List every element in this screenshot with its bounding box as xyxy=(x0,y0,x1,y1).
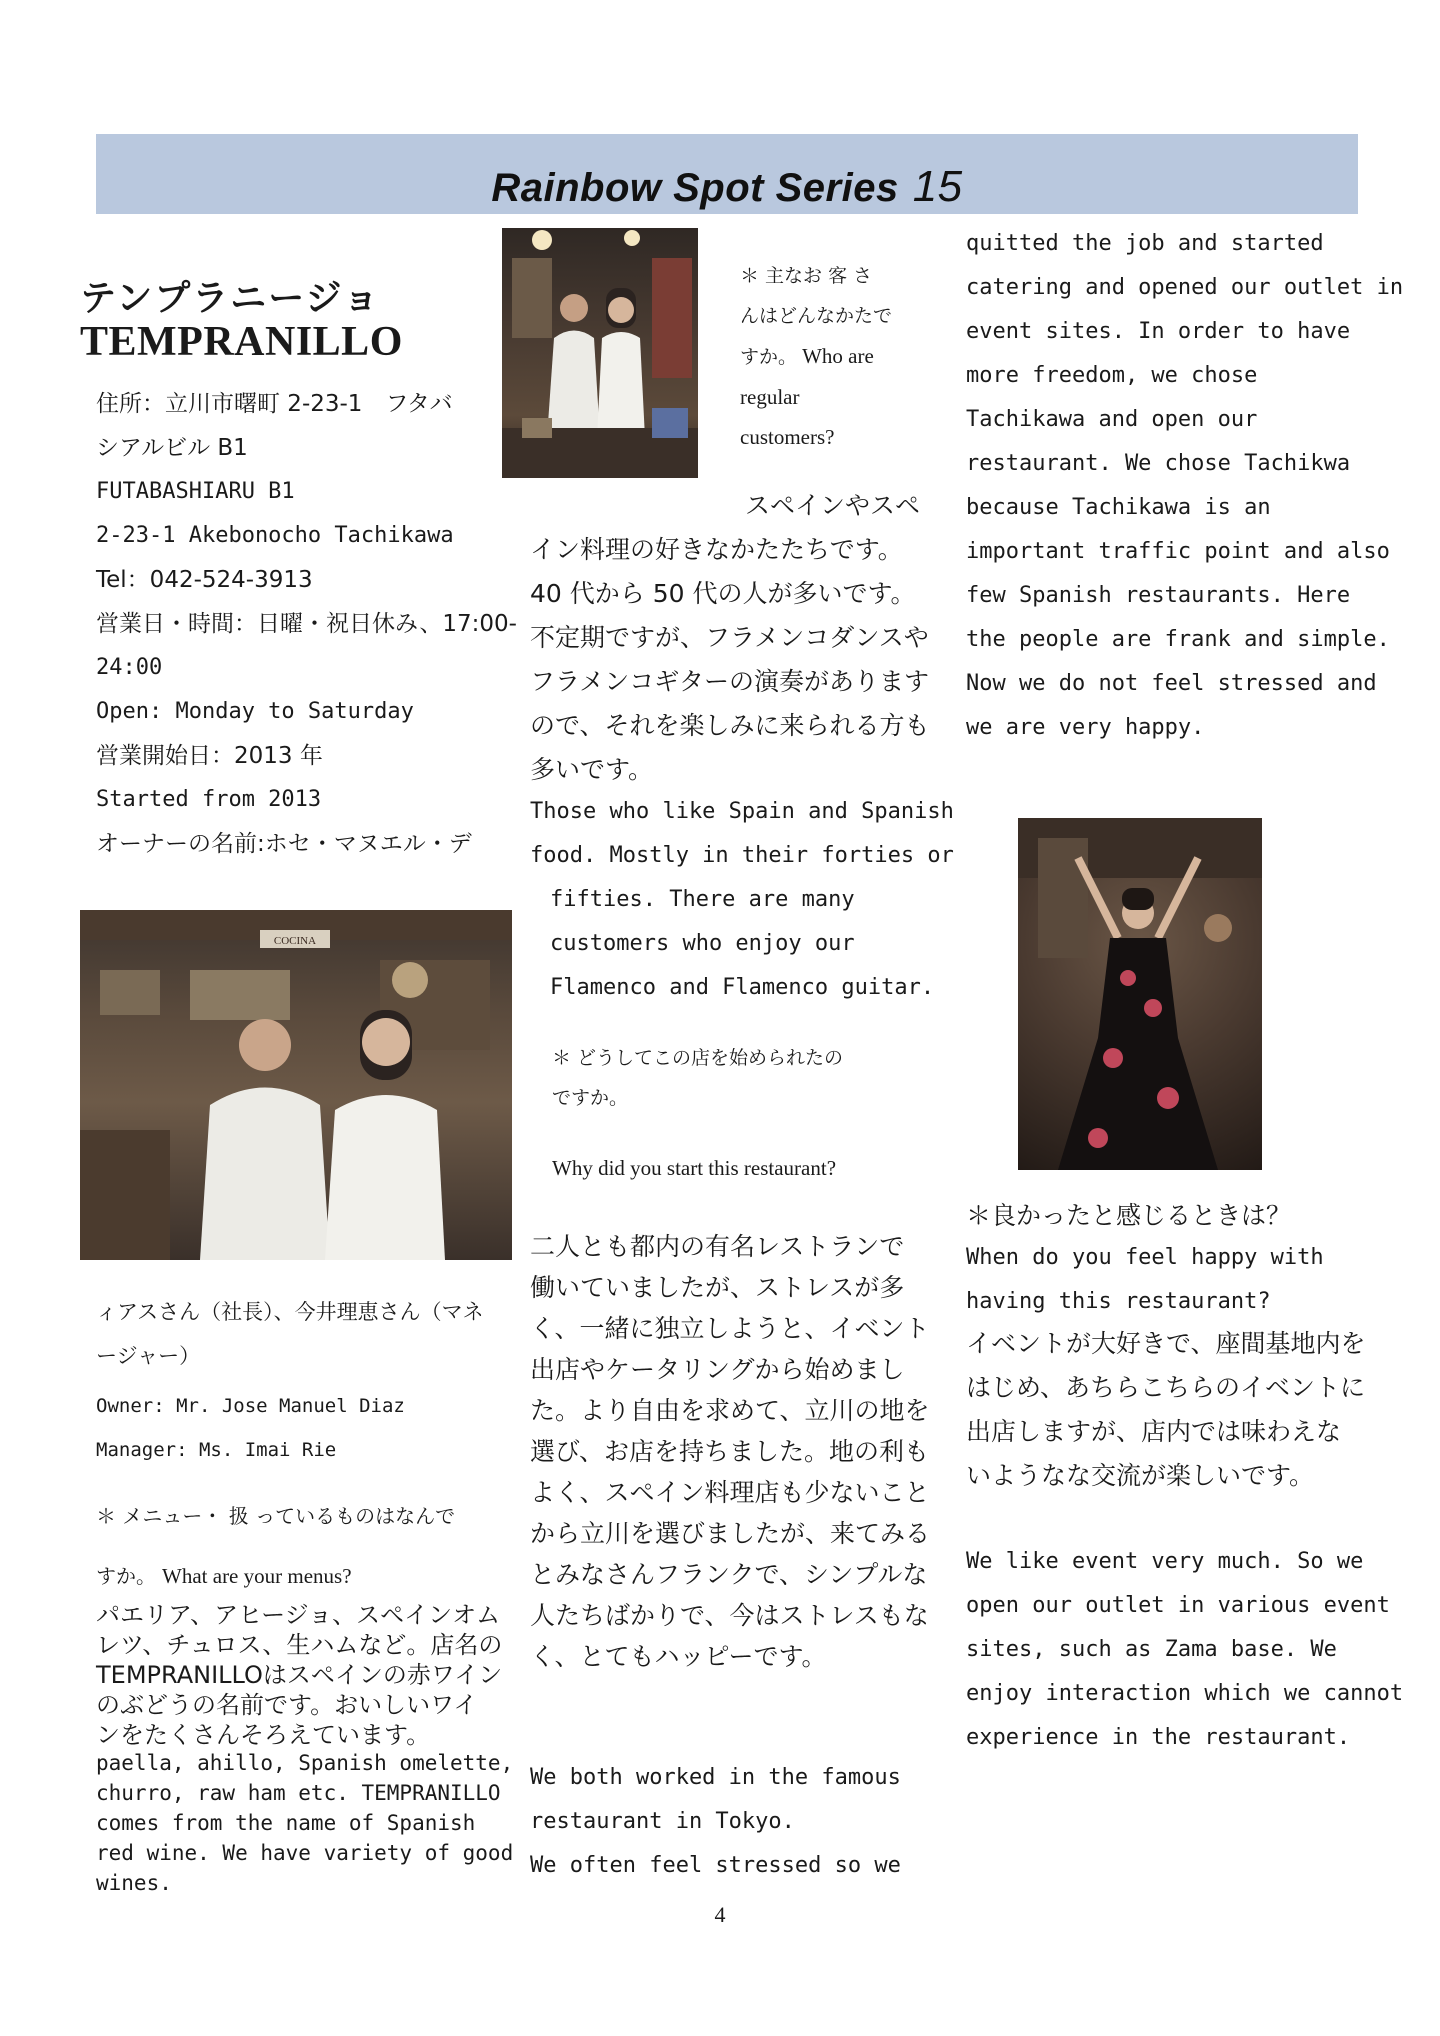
menu-answer-en-line: red wine. We have variety of good xyxy=(96,1841,514,1865)
customers-answer-en-line: fifties. There are many xyxy=(550,887,855,912)
customers-question-jp-1: ＊ 主なお 客 さ xyxy=(740,265,873,287)
menu-answer-jp-line: TEMPRANILLOはスペインの赤ワイン xyxy=(96,1661,503,1689)
menu-answer-jp-line: ンをたくさんそろえています。 xyxy=(96,1721,431,1749)
why-answer-jp-line: 人たちばかりで、今はストレスもな xyxy=(530,1601,929,1630)
customers-answer-jp xyxy=(530,484,930,792)
info-address-en-1: FUTABASHIARU B1 xyxy=(96,479,295,504)
info-hours-jp-1: 営業日・時間：日曜・祝日休み、17:00- xyxy=(96,611,517,637)
page-number: 4 xyxy=(714,1902,726,1927)
why-answer-jp-line: く、一緒に独立しようと、イベント xyxy=(530,1314,930,1343)
happy-answer-en-line: open our outlet in various event xyxy=(966,1593,1390,1618)
customers-answer-jp-line: 40 代から 50 代の人が多いです。 xyxy=(530,579,916,608)
owner-names-line-1: ィアスさん（社長）、今井理恵さん（マネ xyxy=(96,1300,484,1324)
menu-question-jp-2: すか。 xyxy=(96,1564,146,1588)
happy-answer-en-line: experience in the restaurant. xyxy=(966,1725,1351,1750)
shop-name-kana: テンプラニージョ xyxy=(80,278,381,319)
flamenco-dancer-photo xyxy=(1018,818,1262,1170)
why-answer-jp xyxy=(530,1226,931,1677)
customers-question-en-2: regular xyxy=(740,385,800,409)
customers-answer-en-line: Those who like Spain and Spanish xyxy=(530,799,954,824)
info-owner-jp: オーナーの名前:ホセ・マヌエル・デ xyxy=(96,831,472,857)
customers-answer-jp-line: 不定期ですが、フラメンコダンスや xyxy=(530,623,929,652)
customers-answer-jp-line: フラメンコギターの演奏があります xyxy=(530,667,930,696)
customers-question-en-1: Who are xyxy=(802,344,874,368)
customers-question-jp-3: すか。 xyxy=(740,346,798,368)
customers-answer-jp-line: イン料理の好きなかたたちです。 xyxy=(530,535,903,564)
series-title xyxy=(96,162,1358,212)
shop-name-en: TEMPRANILLO xyxy=(80,319,403,365)
owners-photo-art xyxy=(80,910,512,1260)
info-tel: Tel：042-524-3913 xyxy=(96,567,313,593)
customers-answer-en xyxy=(530,790,954,1010)
owner-manager-en xyxy=(96,1384,486,1472)
happy-answer-jp xyxy=(966,1322,1366,1498)
why-answer-jp-line: から立川を選びましたが、来てみる xyxy=(530,1519,931,1548)
menu-question xyxy=(96,1486,486,1606)
menu-answer-jp-line: レツ、チュロス、生ハムなど。店名の xyxy=(96,1631,503,1659)
customers-question-jp-2: んはどんなかたで xyxy=(740,305,893,327)
happy-answer-jp-line: イベントが大好きで、座間基地内を xyxy=(966,1329,1366,1358)
why-answer-en-cont-line: the people are frank and simple. xyxy=(966,627,1390,652)
why-answer-en-cont-line: Tachikawa and open our xyxy=(966,407,1258,432)
why-answer-en-cont-line: quitted the job and started xyxy=(966,231,1324,256)
why-answer-en-cont-line: we are very happy. xyxy=(966,715,1205,740)
why-answer-jp-line: とみなさんフランクで、シンプルな xyxy=(530,1560,928,1589)
why-question-en: Why did you start this restaurant? xyxy=(552,1156,837,1180)
menu-question-en: What are your menus? xyxy=(162,1564,352,1588)
why-question-jp-1: ＊ どうしてこの店を始められたの xyxy=(552,1047,844,1069)
customers-answer-en-line: Flamenco and Flamenco guitar. xyxy=(550,975,935,1000)
info-start-en: Started from 2013 xyxy=(96,787,322,812)
why-answer-jp-line: く、とてもハッピーです。 xyxy=(530,1642,827,1671)
menu-question-jp-1: ＊ メニュー・ 扱 っているものはなんで xyxy=(96,1504,456,1528)
why-answer-en-cont-line: catering and opened our outlet in xyxy=(966,275,1404,300)
why-answer-en-cont-line: event sites. In order to have xyxy=(966,319,1351,344)
why-answer-jp-line: 二人とも都内の有名レストランで xyxy=(530,1232,905,1261)
happy-answer-en xyxy=(966,1540,1404,1760)
owner-en: Owner: Mr. Jose Manuel Diaz xyxy=(96,1395,405,1417)
why-question-jp-2: ですか。 xyxy=(552,1087,629,1109)
happy-answer-en-line: enjoy interaction which we cannot xyxy=(966,1681,1404,1706)
happy-question-en-1: When do you feel happy with xyxy=(966,1245,1324,1270)
owner-names-line-2: ージャー） xyxy=(96,1344,201,1368)
flamenco-photo-art xyxy=(1018,818,1262,1170)
why-answer-en-cont-line: more freedom, we chose xyxy=(966,363,1258,388)
why-answer-jp-line: 出店やケータリングから始めまし xyxy=(530,1355,905,1384)
info-address-jp-1: 住所：立川市曙町 2-23-1 フタバ xyxy=(96,391,453,417)
customers-answer-en-line: customers who enjoy our xyxy=(550,931,855,956)
why-answer-en-line: We both worked in the famous xyxy=(530,1765,901,1790)
why-answer-en-line: We often feel stressed so we xyxy=(530,1853,901,1878)
customers-answer-jp-line: スペインやスペ xyxy=(744,491,920,520)
info-address-jp-2: シアルビル B1 xyxy=(96,435,248,461)
info-hours-jp-2: 24:00 xyxy=(96,655,163,680)
why-answer-jp-line: よく、スペイン料理店も少ないこと xyxy=(530,1478,930,1507)
menu-answer-jp-line: のぶどうの名前です。おいしいワイ xyxy=(96,1691,478,1719)
why-answer-en-cont-line: because Tachikawa is an xyxy=(966,495,1271,520)
why-answer-en-cont-line: few Spanish restaurants. Here xyxy=(966,583,1351,608)
menu-answer-en xyxy=(96,1748,514,1898)
menu-answer-en-line: paella, ahillo, Spanish omelette, xyxy=(96,1751,514,1775)
happy-answer-jp-line: はじめ、あちらこちらのイベントに xyxy=(966,1373,1366,1402)
why-answer-jp-line: た。より自由を求めて、立川の地を xyxy=(530,1396,930,1425)
why-answer-en-cont-line: important traffic point and also xyxy=(966,539,1390,564)
customers-question xyxy=(740,256,920,457)
happy-answer-jp-line: いようなな交流が楽しいです。 xyxy=(966,1461,1315,1490)
menu-answer-en-line: wines. xyxy=(96,1871,172,1895)
happy-answer-en-line: We like event very much. So we xyxy=(966,1549,1364,1574)
why-answer-en-cont-line: Now we do not feel stressed and xyxy=(966,671,1377,696)
info-address-en-2: 2-23-1 Akebonocho Tachikawa xyxy=(96,523,454,548)
owners-photo xyxy=(80,910,512,1260)
series-banner xyxy=(96,134,1358,214)
why-answer-en-cont-line: restaurant. We chose Tachikwa xyxy=(966,451,1351,476)
kitchen-photo-art xyxy=(502,228,698,478)
series-number: 15 xyxy=(912,162,963,211)
menu-answer-jp-line: パエリア、アヒージョ、スペインオム xyxy=(96,1601,501,1629)
menu-answer-jp xyxy=(96,1600,503,1750)
happy-answer-jp-line: 出店しますが、店内では味わえな xyxy=(966,1417,1342,1446)
happy-question-en xyxy=(966,1236,1352,1324)
why-question-jp xyxy=(552,1038,918,1118)
why-answer-en xyxy=(530,1756,918,1888)
customers-answer-en-line: food. Mostly in their forties or xyxy=(530,843,954,868)
manager-en: Manager: Ms. Imai Rie xyxy=(96,1439,337,1461)
owner-names-jp xyxy=(96,1290,486,1378)
kitchen-photo xyxy=(502,228,698,478)
customers-question-en-3: customers? xyxy=(740,425,835,449)
customers-answer-jp-line: 多いです。 xyxy=(530,755,654,784)
why-answer-en-continued xyxy=(966,222,1404,750)
why-answer-jp-line: 選び、お店を持ちました。地の利も xyxy=(530,1437,930,1466)
why-answer-jp-line: 働いていましたが、ストレスが多 xyxy=(530,1273,905,1302)
info-hours-en: Open: Monday to Saturday xyxy=(96,699,414,724)
happy-question-en-2: having this restaurant? xyxy=(966,1289,1271,1314)
happy-answer-en-line: sites, such as Zama base. We xyxy=(966,1637,1337,1662)
series-title-text: Rainbow Spot Series xyxy=(491,166,899,210)
shop-info xyxy=(96,382,517,866)
menu-answer-en-line: comes from the name of Spanish xyxy=(96,1811,476,1835)
cocina-sign: COCINA xyxy=(273,935,317,947)
happy-question-jp: ＊良かったと感じるときは？ xyxy=(966,1201,1292,1230)
menu-answer-en-line: churro, raw ham etc. TEMPRANILLO xyxy=(96,1781,501,1805)
info-start-jp: 営業開始日：2013 年 xyxy=(96,743,323,769)
customers-answer-jp-line: ので、それを楽しみに来られる方も xyxy=(530,711,930,740)
why-answer-en-line: restaurant in Tokyo. xyxy=(530,1809,795,1834)
